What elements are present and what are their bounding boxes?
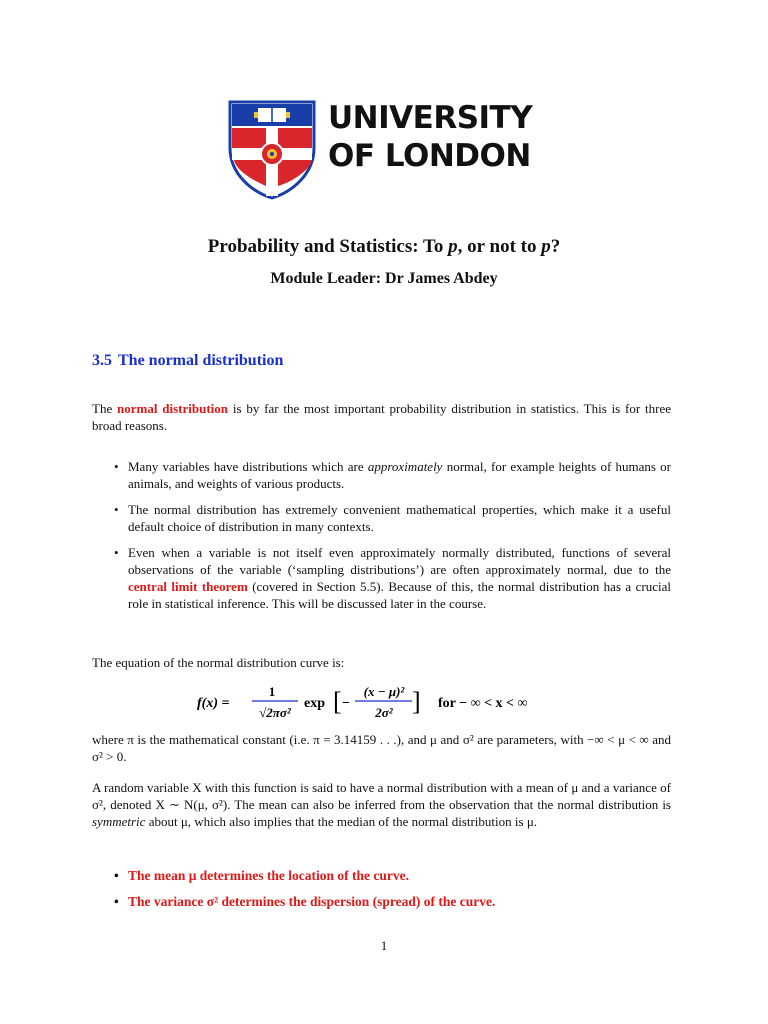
list-item: • The normal distribution has extremely convenient mathematical properties, which make it a useful default choice of distribution in many contexts. [114, 502, 671, 534]
shield-crest-icon [228, 100, 316, 200]
bullet-icon: • [114, 502, 119, 517]
list-item: • Even when a variable is not itself even approximately normally distributed, functions of several observations of the variable (‘sampling distributions’) are often approximately normal, due to the central limit theorem (covered in Section 5.5). Because of this, the normal distribution has a crucial role in statistical inference. This will be discussed later in the course. [114, 545, 671, 611]
intro-paragraph: The normal distribution is by far the most important probability distribution in statistics. This is for three broad reasons. [92, 401, 671, 433]
random-variable-paragraph: A random variable X with this function is said to have a normal distribution with a mean of μ and a variance of σ², denoted X ∼ N(μ, σ²). The mean can also be inferred from the observation that the normal distribution is symmetric about μ, which also implies that the median of the normal distribution is μ. [92, 780, 671, 829]
equation-exp: exp [304, 696, 325, 711]
document-title: Probability and Statistics: To p, or not to p? [207, 236, 561, 257]
equation-condition: for − ∞ < x < ∞ [438, 696, 528, 711]
svg-text:−: − [342, 696, 350, 711]
wordmark-line2: OF LONDON [328, 138, 531, 174]
equation-numerator: 1 [268, 684, 276, 699]
term-central-limit-theorem: central limit theorem [128, 579, 248, 594]
bullet-icon: • [114, 545, 119, 560]
list-item: • Many variables have distributions which are approximately normal, for example heights of humans or animals, and weights of various products. [114, 459, 672, 491]
list-item: • The mean μ determines the location of the curve. [114, 868, 409, 883]
section-number: 3.5 [92, 352, 112, 369]
equation-inner-denominator: 2σ² [375, 705, 393, 720]
section-heading [92, 352, 289, 370]
document-subtitle: Module Leader: Dr James Abdey [270, 270, 498, 287]
list-item: • The variance σ² determines the dispersion (spread) of the curve. [114, 894, 496, 909]
bullet-icon: • [114, 868, 119, 883]
section-title: The normal distribution [118, 352, 284, 369]
where-paragraph: where π is the mathematical constant (i.e. π = 3.14159 . . .), and μ and σ² are parameters, with −∞ < μ < ∞ and σ² > 0. [92, 732, 671, 764]
equation-intro: The equation of the normal distribution curve is: [92, 655, 345, 670]
page-number: 1 [380, 938, 388, 953]
equation-inner-numerator: (x − μ)² [363, 684, 405, 699]
reasons-list [92, 458, 671, 621]
term-normal-distribution: normal distribution [117, 401, 229, 416]
normal-pdf-equation [0, 683, 768, 723]
bullet-icon: • [114, 459, 119, 474]
equation-lhs: f(x) = [197, 696, 230, 711]
bullet-icon: • [114, 894, 119, 909]
equation-denominator: √2πσ² [259, 705, 291, 720]
university-logo [228, 100, 548, 200]
wordmark-line1: UNIVERSITY [328, 100, 533, 136]
equation-bracket-right: ] [412, 687, 421, 716]
equation-bracket-left: [ [333, 687, 342, 716]
key-points-list [92, 868, 692, 920]
